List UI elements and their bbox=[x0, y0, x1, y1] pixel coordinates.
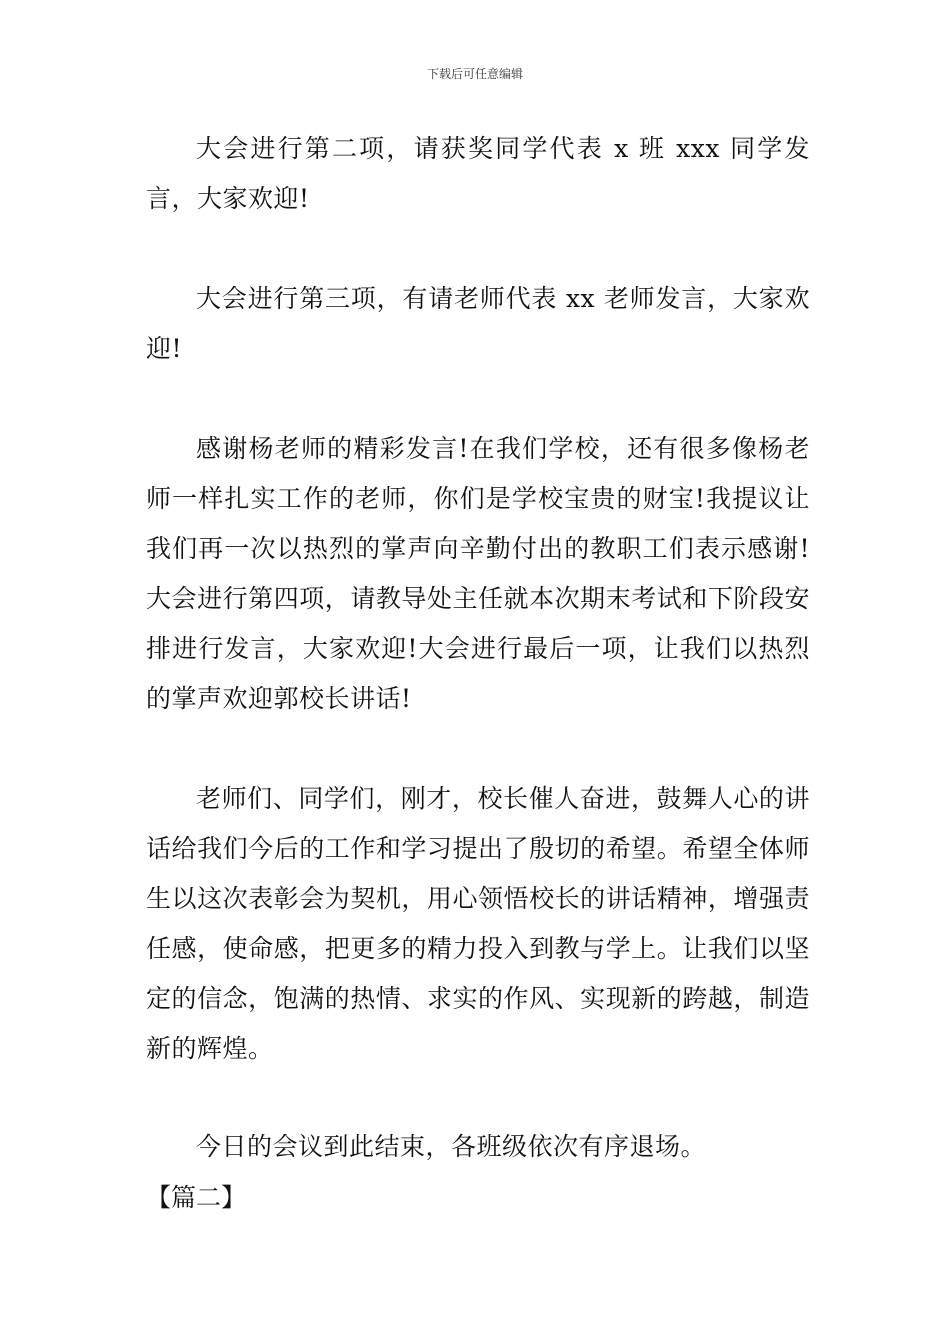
section-heading: 【篇二】 bbox=[146, 1183, 247, 1212]
page-header: 下载后可任意编辑 bbox=[426, 67, 523, 81]
paragraph-award-student-speech: 大会进行第二项，请获奖同学代表 x 班 xxx 同学发言，大家欢迎! bbox=[146, 134, 810, 213]
paragraph-teacher-speech: 大会进行第三项，有请老师代表 xx 老师发言，大家欢迎! bbox=[146, 284, 810, 363]
paragraph-meeting-end: 今日的会议到此结束，各班级依次有序退场。 bbox=[196, 1132, 707, 1161]
paragraph-thanks-and-agenda: 感谢杨老师的精彩发言!在我们学校，还有很多像杨老师一样扎实工作的老师，你们是学校宝贵的财宝!我提议让我们再一次以热烈的掌声向辛勤付出的教职工们表示感谢!大会进行第四项，请教导处主任就本次期末考试和下阶段安排进行发言，大家欢迎!大会进行最后一项，让我们以热烈的掌声欢迎郭校长讲话! bbox=[146, 434, 810, 713]
paragraph-closing-remarks: 老师们、同学们，刚才，校长催人奋进，鼓舞人心的讲话给我们今后的工作和学习提出了殷切的希望。希望全体师生以这次表彰会为契机，用心领悟校长的讲话精神，增强责任感，使命感，把更多的精力投入到教与学上。让我们以坚定的信念，饱满的热情、求实的作风、实现新的跨越，制造新的辉煌。 bbox=[146, 784, 810, 1063]
